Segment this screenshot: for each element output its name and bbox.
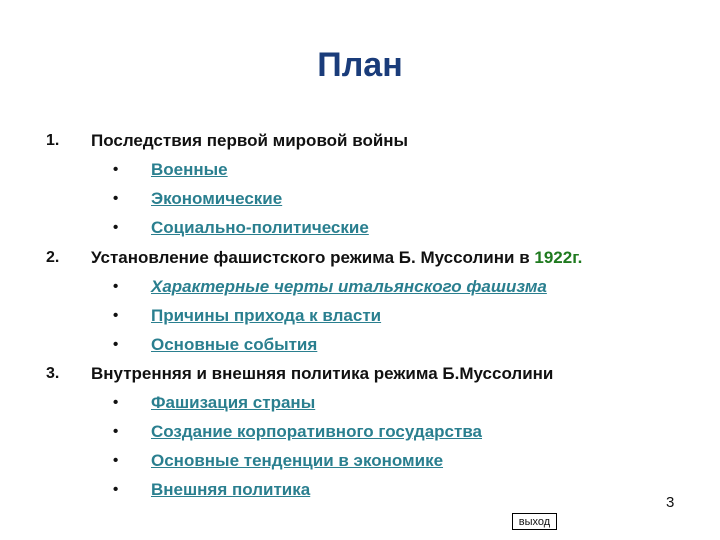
link-military[interactable]: Военные [151, 160, 228, 179]
slide-title: План [317, 46, 403, 84]
bullet: • [113, 452, 119, 469]
link-economic[interactable]: Экономические [151, 189, 283, 208]
item-1-heading: Последствия первой мировой войны [91, 131, 409, 150]
item-2-heading [91, 248, 582, 268]
bullet: • [113, 219, 119, 236]
bullet: • [113, 336, 119, 353]
link-social-political[interactable]: Социально-политические [151, 218, 369, 237]
link-corporate-state[interactable]: Создание корпоративного государства [151, 422, 483, 441]
bullet: • [113, 394, 119, 411]
bullet: • [113, 423, 119, 440]
bullet: • [113, 307, 119, 324]
exit-button[interactable]: выход [512, 513, 557, 530]
link-fascism-traits[interactable]: Характерные черты итальянского фашизма [151, 277, 547, 296]
item-1-number: 1. [46, 132, 60, 149]
bullet: • [113, 481, 119, 498]
bullet: • [113, 161, 119, 178]
item-3-number: 3. [46, 365, 60, 382]
item-3-heading: Внутренняя и внешняя политика режима Б.Муссолини [91, 364, 554, 383]
link-economy-trends[interactable]: Основные тенденции в экономике [151, 451, 444, 470]
link-fascization[interactable]: Фашизация страны [151, 393, 316, 412]
link-rise-to-power[interactable]: Причины прихода к власти [151, 306, 382, 325]
bullet: • [113, 190, 119, 207]
page-number: 3 [666, 494, 675, 511]
item-2-heading-year: 1922г. [534, 248, 583, 267]
bullet: • [113, 278, 119, 295]
link-main-events[interactable]: Основные события [151, 335, 318, 354]
link-foreign-policy[interactable]: Внешняя политика [151, 480, 311, 499]
item-2-heading-text: Установление фашистского режима Б. Муссолини в [91, 248, 535, 267]
item-2-number: 2. [46, 249, 60, 266]
